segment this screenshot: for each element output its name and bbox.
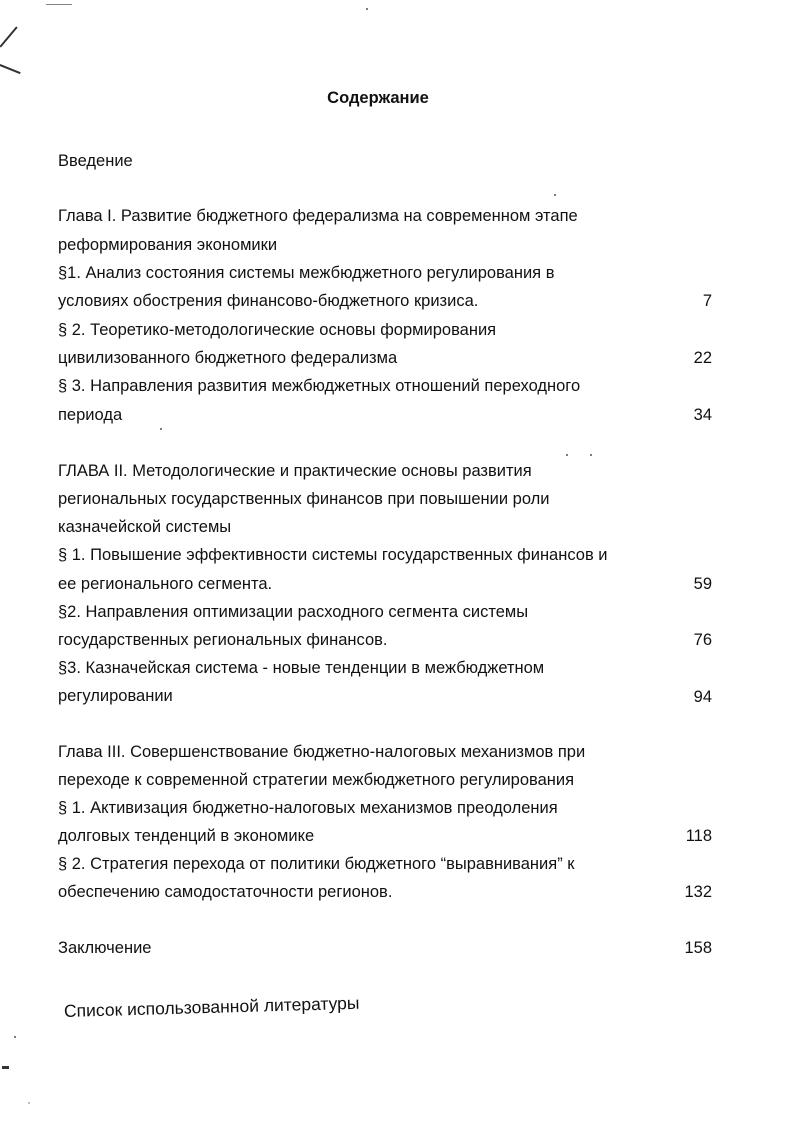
conclusion-entry: Заключение [58, 939, 152, 957]
chapter2-heading-line: казначейской системы [58, 518, 232, 536]
chapter3-section1-page: 118 [685, 827, 712, 845]
chapter2-section1-line: ее регионального сегмента. [58, 575, 273, 593]
chapter1-section1-page: 7 [702, 292, 712, 310]
chapter2-section1-page: 59 [693, 575, 712, 593]
chapter1-section1-line: §1. Анализ состояния системы межбюджетного регулирования в [58, 264, 555, 282]
chapter2-section3-line: §3. Казначейская система - новые тенденции в межбюджетном [58, 659, 545, 677]
chapter2-section3-page: 94 [693, 688, 712, 706]
chapter3-heading-line: Глава III. Совершенствование бюджетно-налоговых механизмов при [58, 743, 586, 761]
chapter3-section2-page: 132 [684, 883, 712, 901]
chapter1-section3-line: периода [58, 406, 123, 424]
conclusion-page: 158 [684, 939, 712, 957]
scan-dot [160, 428, 162, 430]
chapter1-section1-line: условиях обострения финансово-бюджетного кризиса. [58, 292, 479, 310]
scan-mark [0, 64, 21, 74]
chapter3-section2-line: § 2. Стратегия перехода от политики бюджетного “выравнивания” к [58, 855, 575, 873]
chapter1-section2-page: 22 [693, 349, 712, 367]
bibliography-entry: Список использованной литературы [63, 992, 360, 1021]
scan-dot [14, 1036, 16, 1038]
scan-mark [46, 4, 72, 5]
chapter3-section1-line: долговых тенденций в экономике [58, 827, 315, 845]
intro-entry: Введение [58, 152, 133, 170]
page-title: Содержание [327, 89, 429, 107]
chapter1-section3-page: 34 [693, 406, 712, 424]
scan-dot [590, 454, 592, 456]
scan-dot [554, 194, 556, 196]
scan-dot [366, 8, 368, 10]
scan-mark [2, 1066, 9, 1069]
chapter3-section2-line: обеспечению самодостаточности регионов. [58, 883, 393, 901]
chapter2-section3-line: регулировании [58, 687, 173, 705]
chapter2-heading-line: ГЛАВА II. Методологические и практические основы развития [58, 462, 532, 480]
chapter2-section2-line: государственных региональных финансов. [58, 631, 388, 649]
chapter1-heading-line: Глава I. Развитие бюджетного федерализма на современном этапе [58, 207, 578, 225]
chapter1-heading-line: реформирования экономики [58, 236, 278, 254]
chapter1-section2-line: цивилизованного бюджетного федерализма [58, 349, 398, 367]
chapter3-section1-line: § 1. Активизация бюджетно-налоговых механизмов преодоления [58, 799, 558, 817]
scan-dot [566, 454, 568, 456]
chapter2-section1-line: § 1. Повышение эффективности системы государственных финансов и [58, 546, 608, 564]
scan-dot [28, 1102, 30, 1104]
chapter1-section2-line: § 2. Теоретико-методологические основы формирования [58, 321, 497, 339]
scan-mark [0, 26, 17, 47]
chapter2-heading-line: региональных государственных финансов при повышении роли [58, 490, 550, 508]
chapter3-heading-line: переходе к современной стратегии межбюджетного регулирования [58, 771, 575, 789]
chapter2-section2-line: §2. Направления оптимизации расходного сегмента системы [58, 603, 529, 621]
chapter2-section2-page: 76 [693, 631, 712, 649]
chapter1-section3-line: § 3. Направления развития межбюджетных отношений переходного [58, 377, 581, 395]
